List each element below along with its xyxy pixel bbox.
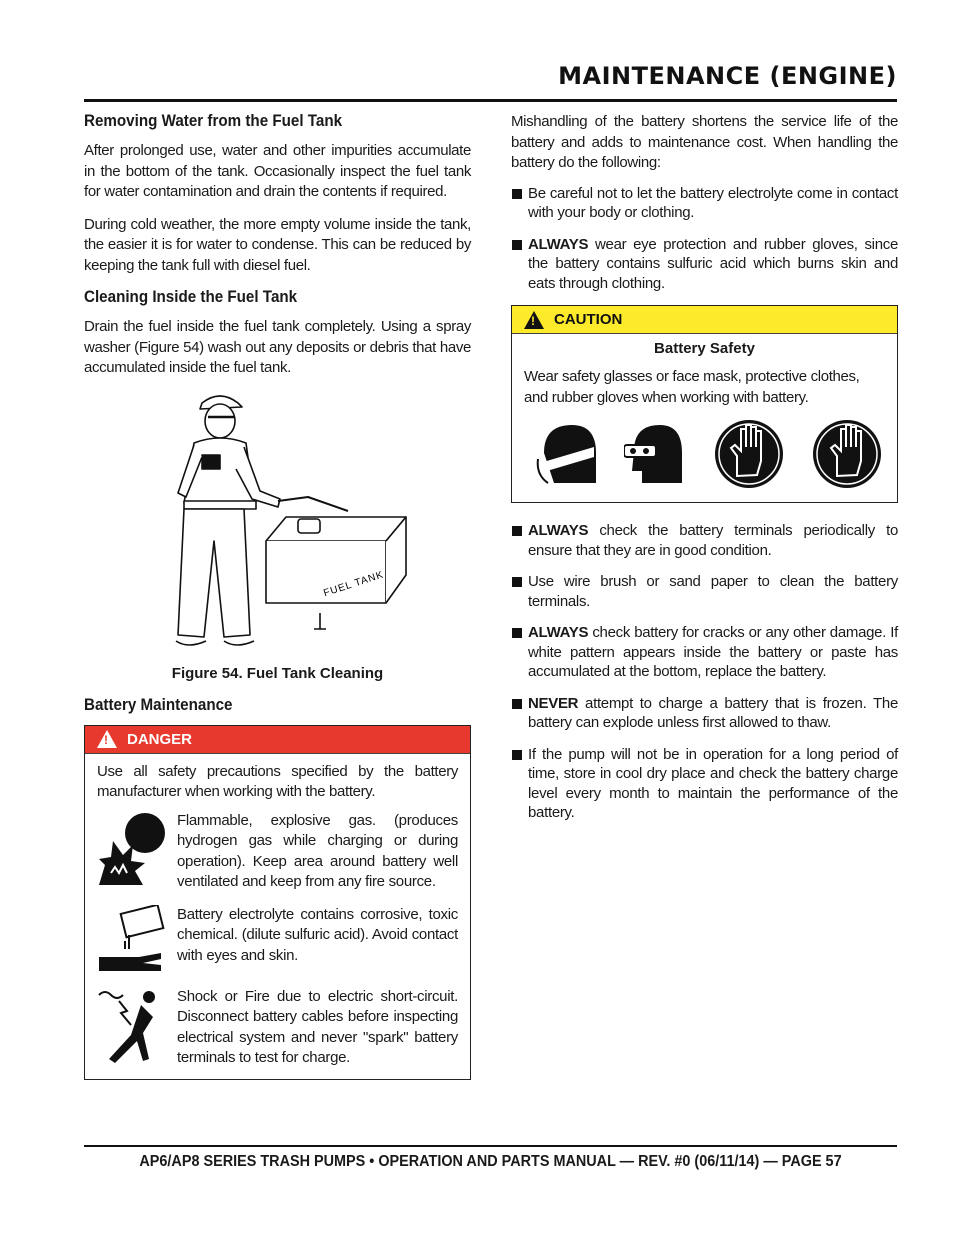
caution-header (512, 306, 897, 334)
list-item: ALWAYS wear eye protection and rubber gloves, since the battery contains sulfuric acid which burns skin and eats through clothing. (511, 235, 898, 294)
hazard-text-explosive: Flammable, explosive gas. (produces hydrogen gas while charging or during operation). Keep area around battery well ventilated and keep from any fire source. (177, 811, 458, 890)
hazard-text-shock: Shock or Fire due to electric short-circuit. Disconnect battery cables before inspecting electrical system and never "spark" battery terminals to test for charge. (177, 987, 458, 1066)
caution-text: Wear safety glasses or face mask, protective clothes, and rubber gloves when working with battery. (524, 368, 860, 406)
explosion-icon (97, 811, 167, 887)
corrosive-hand-icon (97, 905, 167, 975)
header-rule (84, 99, 897, 102)
safety-glasses-icon (624, 423, 686, 485)
caution-box (511, 305, 898, 503)
danger-label: DANGER (127, 730, 193, 748)
left-column (84, 112, 471, 1080)
battery-intro: Mishandling of the battery shortens the service life of the battery and adds to maintenance cost. When handling the battery do the following: (511, 113, 898, 171)
list-item: If the pump will not be in operation for a long period of time, store in cool dry place and check the battery charge level every month to maintain the performance of the battery. (511, 745, 898, 823)
page-footer: AP6/AP8 SERIES TRASH PUMPS • OPERATION AND PARTS MANUAL — REV. #0 (06/11/14) — PAGE 57 (139, 1153, 842, 1170)
list-item: Use wire brush or sand paper to clean the battery terminals. (511, 572, 898, 611)
fuel-tank-label: FUEL TANK (322, 568, 386, 599)
paragraph: Drain the fuel inside the fuel tank completely. Using a spray washer (Figure 54) wash out any deposits or debris that have accumulated inside the fuel tank. (84, 318, 471, 376)
bullet-list-bottom (511, 521, 898, 823)
caution-title: Battery Safety (654, 340, 755, 357)
page-title: MAINTENANCE (ENGINE) (558, 62, 897, 90)
ppe-icons (512, 408, 897, 502)
hazard-shock (97, 987, 458, 1069)
electric-shock-icon (97, 987, 167, 1067)
face-shield-icon (536, 423, 598, 485)
list-item: ALWAYS check battery for cracks or any other damage. If white pattern appears inside the battery or paste has accumulated at the bottom, replace the battery. (511, 623, 898, 682)
fuel-tank-cleaning-illustration (84, 391, 471, 663)
hazard-text-corrosive: Battery electrolyte contains corrosive, toxic chemical. (dilute sulfuric acid). Avoid contact with eyes and skin. (177, 905, 458, 964)
section-heading-removing-water: Removing Water from the Fuel Tank (84, 112, 343, 130)
list-item: NEVER attempt to charge a battery that is frozen. The battery can explode unless first allowed to thaw. (511, 694, 898, 733)
right-column (511, 112, 898, 835)
list-item: ALWAYS check the battery terminals periodically to ensure that they are in good condition. (511, 521, 898, 560)
danger-intro: Use all safety precautions specified by the battery manufacturer when working with the battery. (97, 762, 458, 800)
hazard-corrosive (97, 905, 458, 975)
figure-caption: Figure 54. Fuel Tank Cleaning (171, 664, 384, 682)
paragraph: During cold weather, the more empty volume inside the tank, the easier it is for water to condense. This can be reduced by keeping the tank full with diesel fuel. (84, 215, 471, 274)
hazard-explosive (97, 811, 458, 893)
warning-triangle-icon: ! (524, 311, 544, 329)
section-heading-battery-maintenance: Battery Maintenance (84, 695, 233, 714)
list-item: Be careful not to let the battery electrolyte come in contact with your body or clothing. (511, 184, 898, 223)
protective-glove-icon (811, 418, 883, 490)
figure-fuel-tank-cleaning (84, 391, 471, 663)
footer-rule (84, 1145, 897, 1147)
caution-label: CAUTION (554, 311, 623, 328)
warning-triangle-icon: ! (97, 730, 117, 748)
danger-header (85, 726, 470, 754)
paragraph: After prolonged use, water and other impurities accumulate in the bottom of the tank. Occasionally inspect the fuel tank for water contamination and drain the contents if required. (84, 142, 471, 200)
bullet-list-top (511, 184, 898, 294)
rubber-glove-icon (713, 418, 785, 490)
danger-box (84, 725, 471, 1080)
section-heading-cleaning-tank: Cleaning Inside the Fuel Tank (84, 288, 298, 306)
